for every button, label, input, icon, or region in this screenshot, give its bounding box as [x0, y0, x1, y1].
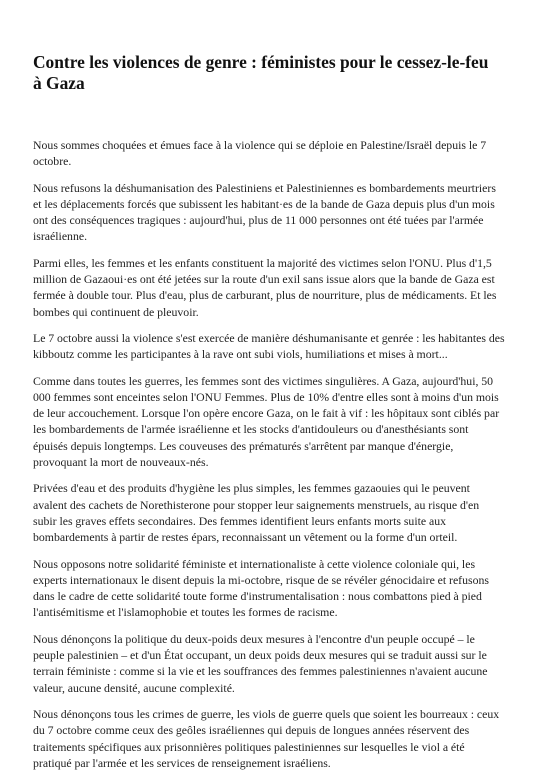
text-line: de leur accouchement. Lorsque l'on opère encore Gaza, on le fait à vif : les hôpitaux sont ciblés par [33, 406, 500, 421]
text-line: bombes qui continuent de pleuvoir. [33, 304, 199, 319]
text-line: israélienne. [33, 229, 88, 244]
paragraph-9 [33, 706, 517, 771]
text-line: subir les graves effets secondaires. Des femmes identifient leurs enfants morts suite aux [33, 513, 446, 528]
paragraph-4 [33, 330, 517, 363]
paragraph-1 [33, 137, 517, 170]
paragraph-8 [33, 631, 517, 696]
text-line: Parmi elles, les femmes et les enfants constituent la majorité des victimes selon l'ONU. Plus d'1,5 [33, 255, 492, 270]
text-line: Nous dénonçons la politique du deux-poids deux mesures à l'encontre d'un peuple occupé – le [33, 631, 475, 646]
paragraph-6 [33, 480, 517, 545]
document-page [33, 52, 517, 781]
text-line: Privées d'eau et des produits d'hygiène les plus simples, les femmes gazaouies qui le peuvent [33, 481, 470, 496]
text-line: terrain féministe : comme si la vie et les souffrances des femmes palestiniennes n'avaient aucune [33, 664, 488, 679]
text-line: traitements spécifiques aux prisonnières politiques palestiniennes sur lesquelles le viol a été [33, 739, 465, 754]
text-line: peuple palestinien – et d'un État occupant, un deux poids deux mesures qui se traduit aussi sur le [33, 648, 487, 663]
paragraph-2 [33, 180, 517, 245]
text-line: million de Gazaoui·es ont été jetées sur la route d'un exil sans issue alors que la bande de Gaza est [33, 272, 495, 287]
text-line: ont des conséquences tragiques : aujourd'hui, plus de 11 000 personnes ont été tuées par l'armée [33, 213, 484, 228]
text-line: avalent des cachets de Norethisterone pour stopper leur saignements menstruels, au risque d'en [33, 497, 480, 512]
text-line: Nous sommes choquées et émues face à la violence qui se déploie en Palestine/Israël depuis le 7 [33, 138, 487, 152]
article-body [33, 137, 517, 771]
paragraph-5 [33, 373, 517, 471]
text-line: et les déplacements forcés que subissent les habitant·es de la bande de Gaza depuis plus d'un mois [33, 196, 495, 211]
text-line: octobre. [33, 154, 72, 169]
text-line: valeur, aucune densité, aucune complexité. [33, 680, 235, 695]
text-line: experts internationaux le disent depuis la mi-octobre, risque de se révéler génocidaire et refusons [33, 572, 489, 587]
text-line: Comme dans toutes les guerres, les femmes sont des victimes singulières. A Gaza, aujourd'hui, 50 [33, 373, 494, 388]
text-line: l'antisémitisme et l'islamophobie et toutes les formes de racisme. [33, 605, 338, 620]
text-line: 000 femmes sont enceintes selon l'ONU Femmes. Plus de 10% d'entre elles sont à moins d'un mois [33, 389, 499, 404]
text-line: provoquant la mort de nouveaux-nés. [33, 455, 209, 470]
paragraph-7 [33, 556, 517, 621]
text-line: fermée à double tour. Plus d'eau, plus de carburant, plus de nourriture, plus de médicaments. Et les [33, 288, 497, 303]
text-line: les bombardements de l'armée israélienne et les stocks d'antidouleurs ou d'anesthésiants sont [33, 422, 469, 437]
text-line: pratiqué par l'armée et les services de renseignement israéliens. [33, 755, 331, 770]
text-line: kibboutz comme les participantes à la rave ont subi viols, humiliations et mises à mort... [33, 347, 448, 362]
article-title-line: à Gaza [33, 73, 85, 93]
article-title-line: Contre les violences de genre : féministes pour le cessez-le-feu [33, 52, 489, 72]
text-line: bombardements à partir de restes épars, reconnaissant un vêtement ou la forme d'un orteil. [33, 530, 458, 545]
text-line: Nous opposons notre solidarité féministe et internationaliste à cette violence coloniale qui, les [33, 556, 476, 571]
text-line: dans le cadre de cette solidarité toute forme d'instrumentalisation : nous combattons pied à pied [33, 589, 482, 604]
text-line: Le 7 octobre aussi la violence s'est exercée de manière déshumanisante et genrée : les habitantes des [33, 330, 505, 345]
text-line: Nous dénonçons tous les crimes de guerre, les viols de guerre quels que soient les bourreaux : ceux [33, 706, 500, 721]
text-line: épuisés depuis longtemps. Les couveuses des prématurés s'arrêtent par manque d'énergie, [33, 438, 454, 453]
article-title [33, 52, 517, 94]
paragraph-3 [33, 255, 517, 320]
text-line: du 7 octobre comme ceux des geôles israéliennes qui depuis de longues années réservent des [33, 723, 470, 738]
text-line: Nous refusons la déshumanisation des Palestiniens et Palestiniennes es bombardements meurtriers [33, 180, 496, 195]
